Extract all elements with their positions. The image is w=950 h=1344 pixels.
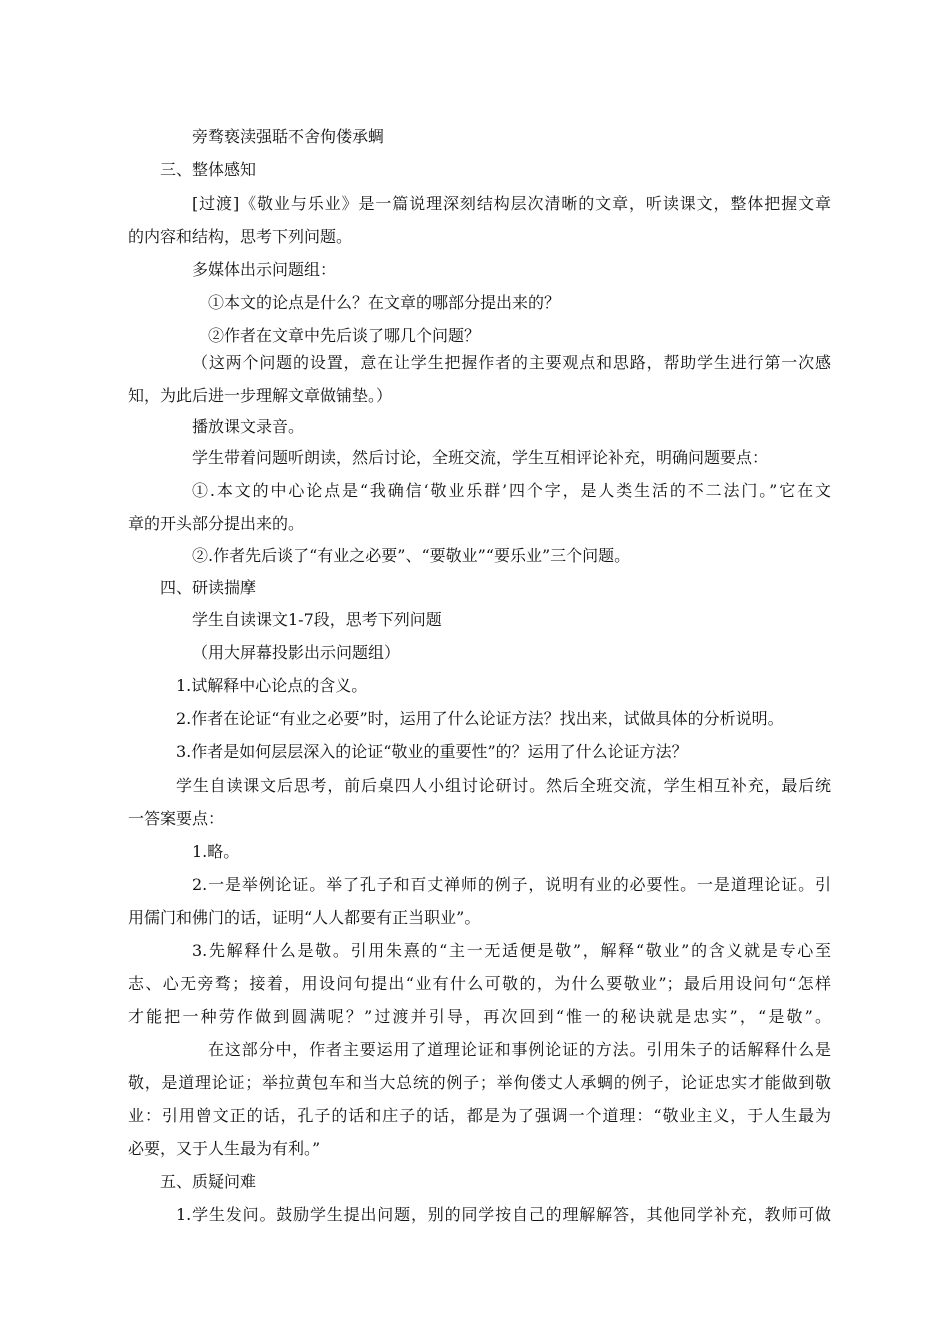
paragraph-line: 一答案要点： [128, 809, 225, 828]
paragraph-line: 章的开头部分提出来的。 [128, 514, 305, 533]
answer-item: ②.作者先后谈了“有业之必要”、“要敬业”“要乐业”三个问题。 [192, 546, 631, 565]
section-heading: 五、质疑问难 [160, 1172, 257, 1191]
answer-item: 3.先解释什么是敬。引用朱熹的“主一无适便是敬”，解释“敬业”的含义就是专心至 [192, 941, 831, 960]
paragraph-line: 学生自读课文后思考，前后桌四人小组讨论研讨。然后全班交流，学生相互补充，最后统 [176, 776, 831, 795]
paragraph-line: 用儒门和佛门的话，证明“人人都要有正当职业”。 [128, 908, 481, 927]
question-item: 3.作者是如何层层深入的论证“敬业的重要性”的？运用了什么论证方法？ [176, 742, 688, 761]
section-heading: 三、整体感知 [160, 160, 257, 179]
paragraph-line: 志、心无旁骛；接着，用设问句提出“业有什么可敬的，为什么要敬业”；最后用设问句“怎样 [128, 974, 831, 993]
question-item: ①本文的论点是什么？在文章的哪部分提出来的？ [208, 293, 561, 312]
paragraph-line: 在这部分中，作者主要运用了道理论证和事例论证的方法。引用朱子的话解释什么是 [208, 1040, 831, 1059]
paragraph-line: 才能把一种劳作做到圆满呢？”过渡并引导，再次回到“惟一的秘诀就是忠实”，“是敬”。 [128, 1007, 831, 1026]
paragraph-line: （用大屏幕投影出示问题组） [192, 643, 401, 662]
paragraph-line: 多媒体出示问题组： [192, 260, 337, 279]
paragraph-line: 1.学生发问。鼓励学生提出问题，别的同学按自己的理解解答，其他同学补充，教师可做 [176, 1205, 831, 1224]
paragraph-line: 播放课文录音。 [192, 417, 305, 436]
answer-item: 1.略。 [192, 842, 240, 861]
paragraph-line: [过渡]《敬业与乐业》是一篇说理深刻结构层次清晰的文章，听读课文，整体把握文章 [192, 194, 831, 213]
question-item: 1.试解释中心论点的含义。 [176, 676, 368, 695]
question-item: 2.作者在论证“有业之必要”时，运用了什么论证方法？找出来，试做具体的分析说明。 [176, 709, 784, 728]
paragraph-line: 敬，是道理论证；举拉黄包车和当大总统的例子；举佝偻丈人承蜩的例子，论证忠实才能做到敬 [128, 1073, 831, 1092]
section-heading: 四、研读揣摩 [160, 578, 257, 597]
paragraph-line: 业：引用曾文正的话，孔子的话和庄子的话，都是为了强调一个道理：“敬业主义，于人生最为 [128, 1106, 831, 1125]
answer-item: ①.本文的中心论点是“我确信‘敬业乐群’四个字，是人类生活的不二法门。”它在文 [192, 481, 831, 500]
paragraph-line: 必要，又于人生最为有利。” [128, 1139, 321, 1158]
paragraph-line: 的内容和结构，思考下列问题。 [128, 227, 353, 246]
vocabulary-line: 旁骛亵渎强聒不舍佝偻承蜩 [192, 127, 385, 146]
question-item: ②作者在文章中先后谈了哪几个问题？ [208, 326, 481, 345]
paragraph-line: （这两个问题的设置，意在让学生把握作者的主要观点和思路，帮助学生进行第一次感 [192, 353, 831, 372]
paragraph-line: 学生带着问题听朗读，然后讨论，全班交流，学生互相评论补充，明确问题要点： [192, 448, 769, 467]
paragraph-line: 知，为此后进一步理解文章做铺垫。） [128, 386, 393, 405]
answer-item: 2.一是举例论证。举了孔子和百丈禅师的例子，说明有业的必要性。一是道理论证。引 [192, 875, 831, 894]
paragraph-line: 学生自读课文1-7段，思考下列问题 [192, 610, 442, 629]
